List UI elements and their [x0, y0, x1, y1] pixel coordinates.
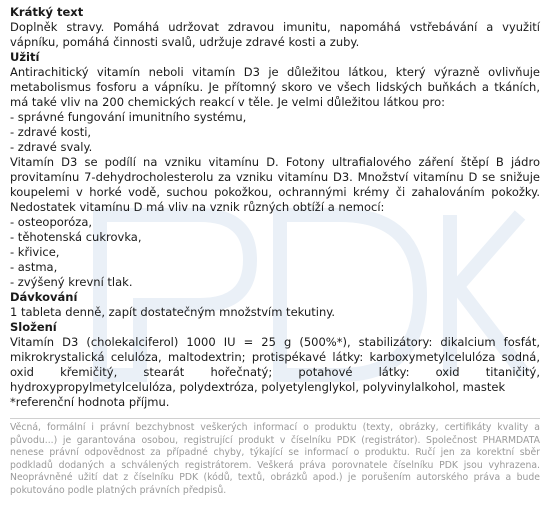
list-item: - zvýšený krevní tlak.	[10, 275, 133, 289]
product-info-content	[10, 5, 540, 498]
list-item: - křivice,	[10, 245, 60, 259]
uziti-body-2: Vitamín D3 se podílí na vzniku vitamínu D. Fotony ultrafialového záření štěpí B jádro provitamínu 7-dehydrocholesterolu za vzniku vitamínu D3. Množství vitamínu D se snižuje koupelemi v horké vodě, suchou pokožkou, ochrannými krémy či zahalováním pokožky. Nedostatek vitamínu D má vliv na vznik různých obtíží a nemocí:	[10, 155, 540, 214]
list-item: - zdravé svaly.	[10, 140, 93, 154]
davkovani-body: 1 tableta denně, zapít dostatečným množstvím tekutiny.	[10, 305, 336, 319]
list-item: - těhotenská cukrovka,	[10, 230, 142, 244]
legal-disclaimer: Věcná, formální i právní bezchybnost veškerých informací o produktu (texty, obrázky, certifikáty kvality a původu...) je garantována osobou, registrující produkt v číselníku PDK (registrátor). Společnost PHARMDATA nenese právní odpovědnost za případné chyby, týkající se informací o produktu. Ručí jen za korektní sběr podkladů dodaných a schválených registrátorem. Veškerá práva porovnatele číselníku PDK jsou vyhrazena. Neoprávněné užití dat z číselníku PDK (kódů, textů, obrázků apod.) je porušením autorského práva a bude pokutováno podle platných právních předpisů.	[10, 418, 540, 498]
kratky-text-body: Doplněk stravy. Pomáhá udržovat zdravou imunitu, napomáhá vstřebávání a využití vápníku, pomáhá činnosti svalů, udržuje zdravé kosti a zuby.	[10, 20, 540, 49]
section-heading-slozeni: Složení	[10, 320, 57, 334]
section-heading-uziti: Užití	[10, 50, 40, 64]
list-item: - astma,	[10, 260, 58, 274]
section-heading-davkovani: Dávkování	[10, 290, 78, 304]
slozeni-body: Vitamín D3 (cholekalciferol) 1000 IU = 25 g (500%*), stabilizátory: dikalcium fosfát, mikrokrystalická celulóza, maltodextrin; protispékavé látky: karboxymetylcelulóza sodná, oxid křemičitý, stearát hořečnatý; potahové látky: oxid titaničitý, hydroxypropylmetylcelulóza, polydextróza, polyetylenglykol, polyvinylalkohol, mastek	[10, 335, 540, 394]
section-heading-kratky-text: Krátký text	[10, 5, 84, 19]
list-item: - správné fungování imunitního systému,	[10, 110, 247, 124]
uziti-intro: Antirachitický vitamín neboli vitamín D3 je důležitou látkou, který výrazně ovlivňuje metabolismus fosforu a vápníku. Je přítomný skoro ve všech lidských buňkách a tkáních, má také vliv na 200 chemických reakcí v těle. Je velmi důležitou látkou pro:	[10, 65, 540, 109]
list-item: - zdravé kosti,	[10, 125, 92, 139]
list-item: - osteoporóza,	[10, 215, 93, 229]
slozeni-footnote: *referenční hodnota příjmu.	[10, 395, 170, 409]
